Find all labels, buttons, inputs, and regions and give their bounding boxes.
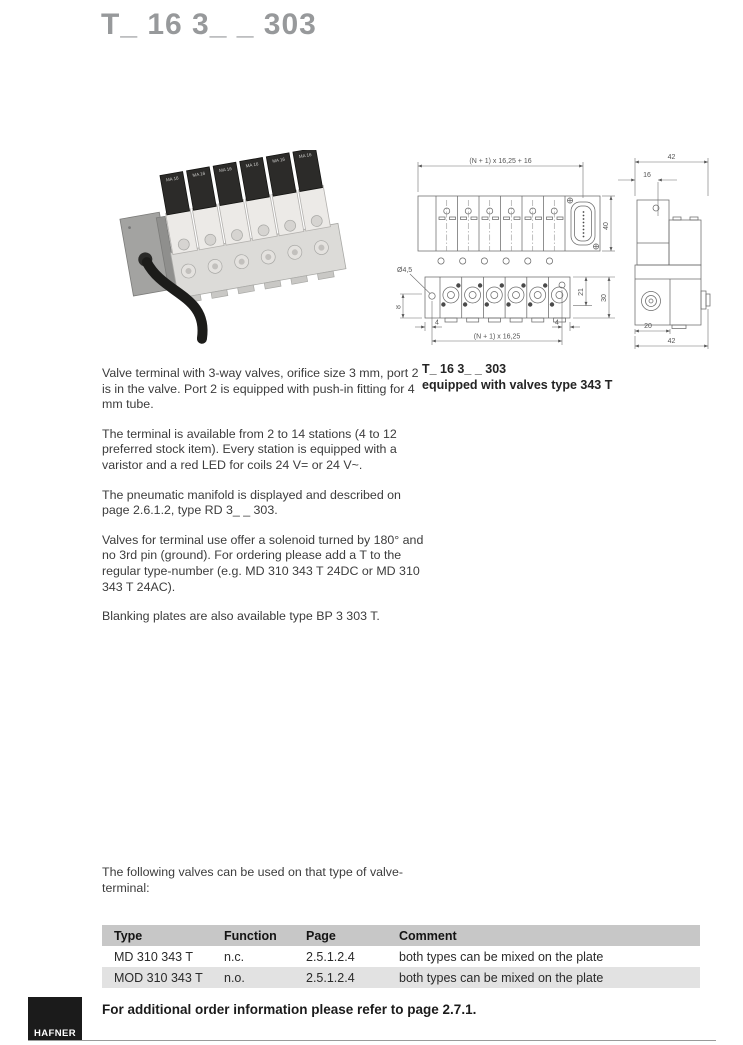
description-paragraph: Valve terminal with 3-way valves, orifice size 3 mm, port 2 is in the valve. Port 2 is equipped with push-in fitting for 4 mm tube. (102, 366, 419, 412)
product-photo (113, 150, 355, 350)
dim-side-width-bottom-label: 42 (667, 338, 676, 345)
valve-terminal-photo-illustration (113, 150, 355, 350)
photo-coil-label: MA 16 (192, 170, 206, 178)
dim-port-height-label: 21 (578, 288, 585, 296)
dim-offset-left-label: 4 (435, 319, 439, 327)
dim-side-foot-label: 20 (644, 323, 652, 330)
dim-bottom-width-label: (N + 1) x 16,25 (473, 333, 521, 341)
table-header-page: Page (294, 925, 387, 946)
table-cell-type: MD 310 343 T (114, 950, 193, 964)
dim-block-height-label: 30 (601, 294, 608, 302)
bottom-rule (28, 1040, 716, 1041)
description-paragraph: The terminal is available from 2 to 14 stations (4 to 12 preferred stock item). Every station is equipped with a varistor and a red LED for coils 24 V= or 24 V~. (102, 426, 397, 472)
table-header-comment: Comment (387, 925, 700, 946)
page-title: T_ 16 3_ _ 303 (101, 8, 317, 41)
photo-coil-label: MA 16 (245, 161, 259, 169)
figure-caption-subtitle: equipped with valves type 343 T (422, 378, 613, 392)
dim-side-depth-label: 16 (643, 172, 651, 179)
figure-caption (422, 361, 612, 393)
dim-left-height-label: 8 (396, 305, 403, 309)
photo-coil-label: MA 16 (218, 166, 233, 174)
photo-coil-label: MA 16 (165, 175, 179, 183)
table-cell-comment: both types can be mixed on the plate (399, 950, 604, 964)
description-text (102, 366, 424, 639)
description-paragraph: The pneumatic manifold is displayed and described on page 2.6.1.2, type RD 3_ _ 303. (102, 487, 401, 518)
hafner-logo (28, 997, 82, 1040)
dimension-drawing (396, 144, 730, 362)
table-row (102, 946, 700, 967)
table-cell-function: n.c. (224, 950, 245, 964)
bottom-view (396, 258, 615, 345)
dim-hole-label: Ø4,5 (397, 267, 413, 274)
photo-coil-label: MA 16 (298, 151, 312, 160)
table-cell-comment: both types can be mixed on the plate (387, 967, 700, 988)
dsub-connector (567, 198, 598, 249)
dim-plate-height-label: 40 (603, 222, 610, 230)
description-paragraph: Valves for terminal use offer a solenoid turned by 180° and no 3rd pin (ground). For ordering please add a T to the regular type-number (e.g. MD 310 343 T 24DC or MD 310 343 T 24AC). (102, 532, 424, 594)
technical-drawing (396, 144, 730, 362)
table-header-function: Function (212, 925, 294, 946)
table-header-row (102, 925, 700, 946)
footer-note: For additional order information please refer to page 2.7.1. (102, 1002, 477, 1017)
description-paragraph: Blanking plates are also available type BP 3 303 T. (102, 609, 380, 624)
table-row (102, 967, 700, 988)
figure-caption-type: T_ 16 3_ _ 303 (422, 362, 507, 376)
table-header-type: Type (102, 925, 212, 946)
hafner-logo-text: HAFNER (34, 1028, 76, 1039)
dim-top-width-label: (N + 1) x 16,25 + 16 (469, 158, 532, 165)
dim-side-width-top-label: 42 (667, 154, 676, 161)
photo-coil-label: MA 16 (271, 156, 286, 164)
table-cell-type: MOD 310 343 T (102, 967, 212, 988)
dim-offset-right-label: 4 (555, 319, 559, 327)
valve-table (102, 925, 700, 988)
table-cell-page: 2.5.1.2.4 (294, 967, 387, 988)
table-cell-page: 2.5.1.2.4 (306, 950, 355, 964)
side-view (618, 154, 710, 349)
front-view (418, 158, 615, 251)
table-cell-function: n.o. (212, 967, 294, 988)
valve-list-intro: The following valves can be used on that type of valve-terminal: (102, 865, 403, 895)
